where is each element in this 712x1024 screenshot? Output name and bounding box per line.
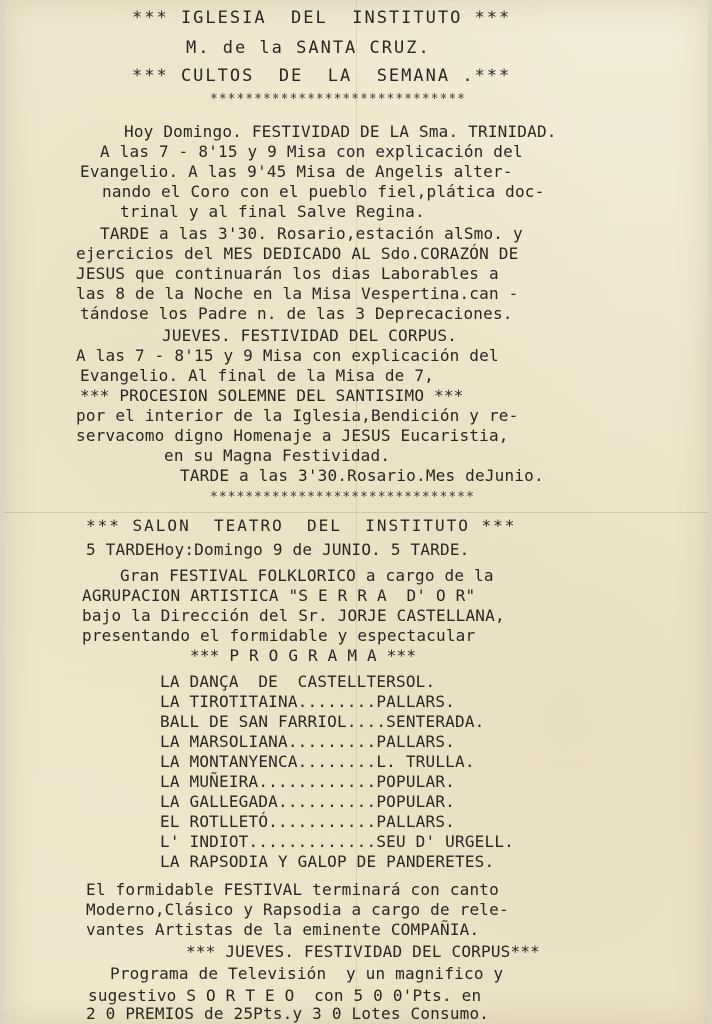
thursday-line: Evangelio. Al final de la Misa de 7,	[80, 366, 434, 385]
list-item: EL ROTLLETÓ...........PALLARS.	[160, 812, 455, 831]
theatre-line: bajo la Dirección del Sr. JORJE CASTELLANA,	[82, 606, 505, 625]
theatre-date: 5 TARDEHoy:Domingo 9 de JUNIO. 5 TARDE.	[86, 540, 470, 559]
sunday-line: Hoy Domingo. FESTIVIDAD DE LA Sma. TRINIDAD.	[124, 122, 557, 141]
sunday-line: ejercicios del MES DEDICADO AL Sdo.CORAZÓN DE	[76, 244, 519, 263]
theatre-line: AGRUPACION ARTISTICA "S E R R A D' O R"	[82, 586, 476, 605]
closing-line: Programa de Televisión y un magnifico y	[110, 964, 504, 983]
thursday-heading: JUEVES. FESTIVIDAD DEL CORPUS.	[162, 326, 457, 345]
closing-line: sugestivo S O R T E O con 5 0 0'Pts. en	[88, 986, 482, 1005]
list-item: LA TIROTITAINA........PALLARS.	[160, 692, 455, 711]
thursday-line: TARDE a las 3'30.Rosario.Mes deJunio.	[180, 466, 544, 485]
section-separator: ******************************	[210, 490, 475, 505]
list-item: LA GALLEGADA..........POPULAR.	[160, 792, 455, 811]
church-title: *** IGLESIA DEL INSTITUTO ***	[132, 8, 512, 28]
closing-line: 2 0 PREMIOS de 25Pts.y 3 0 Lotes Consumo.	[86, 1004, 490, 1023]
thursday-line: servacomo digno Homenaje a JESUS Eucaristia,	[76, 426, 509, 445]
theatre-line: presentando el formidable y espectacular	[82, 626, 476, 645]
header-separator: *****************************	[210, 92, 466, 107]
sunday-line: tándose los Padre n. de las 3 Deprecaciones.	[80, 304, 513, 323]
list-item: BALL DE SAN FARRIOL....SENTERADA.	[160, 712, 485, 731]
sunday-line: las 8 de la Noche en la Misa Vespertina.can -	[76, 284, 519, 303]
list-item: LA RAPSODIA Y GALOP DE PANDERETES.	[160, 852, 495, 871]
closing-line: El formidable FESTIVAL terminará con canto	[86, 880, 499, 899]
sunday-line: nando el Coro con el pueblo fiel,plática doc-	[102, 182, 545, 201]
sunday-line: trinal y al final Salve Regina.	[120, 202, 425, 221]
sunday-line: JESUS que continuarán los dias Laborables a	[76, 264, 499, 283]
list-item: LA MUÑEIRA............POPULAR.	[160, 772, 455, 791]
weekly-services-title: *** CULTOS DE LA SEMANA .***	[132, 66, 512, 86]
list-item: LA DANÇA DE CASTELLTERSOL.	[160, 672, 436, 691]
thursday-line: por el interior de la Iglesia,Bendición y re-	[76, 406, 519, 425]
procession-line: *** PROCESION SOLEMNE DEL SANTISIMO ***	[80, 386, 464, 405]
list-item: LA MONTANYENCA........L. TRULLA.	[160, 752, 475, 771]
list-item: L' INDIOT.............SEU D' URGELL.	[160, 832, 514, 851]
list-item: LA MARSOLIANA.........PALLARS.	[160, 732, 455, 751]
closing-line: Moderno,Clásico y Rapsodia a cargo de rele-	[86, 900, 509, 919]
sunday-line: TARDE a las 3'30. Rosario,estación alSmo. y	[100, 224, 523, 243]
sunday-line: A las 7 - 8'15 y 9 Misa con explicación del	[100, 142, 523, 161]
closing-heading: *** JUEVES. FESTIVIDAD DEL CORPUS***	[186, 942, 540, 961]
theatre-heading: *** SALON TEATRO DEL INSTITUTO ***	[86, 516, 517, 535]
theatre-line: Gran FESTIVAL FOLKLORICO a cargo de la	[120, 566, 494, 585]
closing-line: vantes Artistas de la eminente COMPAÑIA.	[86, 920, 480, 939]
programa-heading: *** P R O G R A M A ***	[190, 646, 417, 665]
thursday-line: A las 7 - 8'15 y 9 Misa con explicación del	[76, 346, 499, 365]
sunday-line: Evangelio. A las 9'45 Misa de Angelis alter-	[80, 162, 513, 181]
thursday-line: en su Magna Festividad.	[164, 446, 391, 465]
church-subtitle: M. de la SANTA CRUZ.	[186, 38, 431, 58]
